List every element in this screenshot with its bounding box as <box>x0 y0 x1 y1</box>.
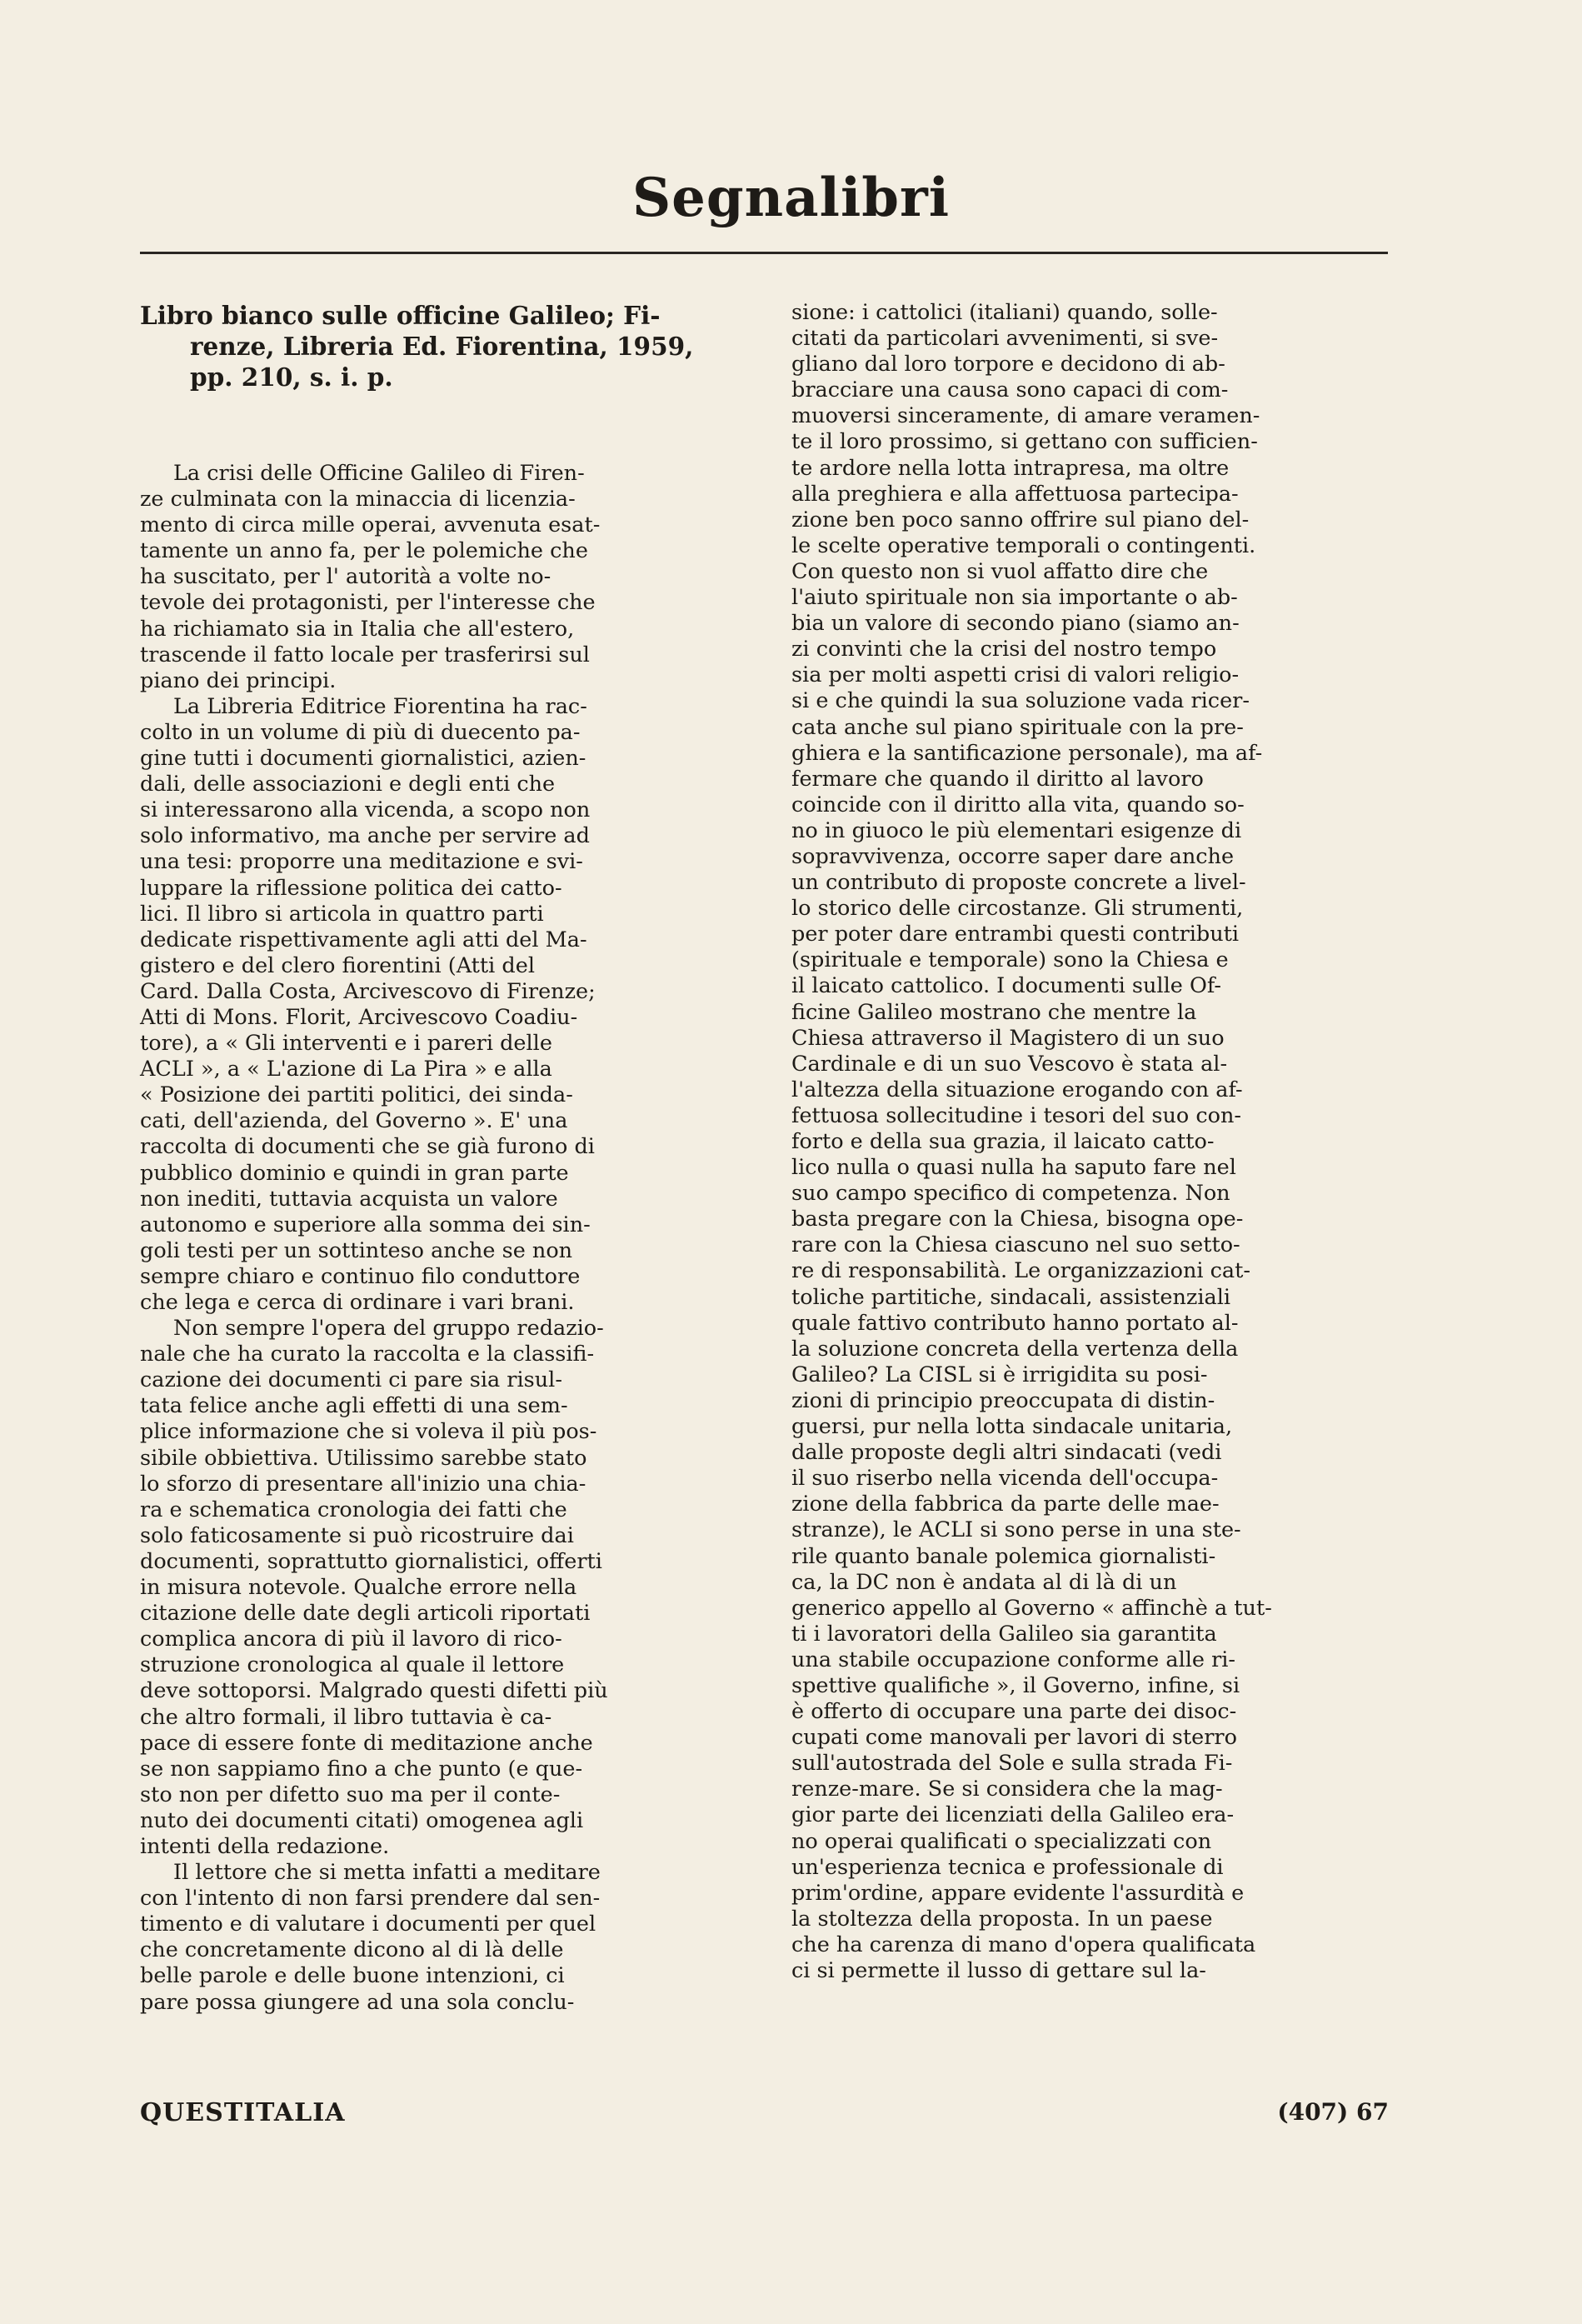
text-line: non inediti, tuttavia acquista un valore <box>140 1186 558 1212</box>
text-line: tore), a « Gli interventi e i pareri delle <box>140 1031 552 1057</box>
text-line: autonomo e superiore alla somma dei sin- <box>140 1212 591 1237</box>
text-line: sopravvivenza, occorre saper dare anche <box>791 843 1235 869</box>
book-reference-line: pp. 210, s. i. p. <box>190 362 393 392</box>
text-line: renze-mare. Se si considera che la mag- <box>791 1777 1223 1802</box>
text-line: ze culminata con la minaccia di licenzia- <box>140 487 576 512</box>
text-line: Con questo non si vuol affatto dire che <box>791 558 1209 584</box>
book-reference-line: renze, Libreria Ed. Fiorentina, 1959, <box>190 332 694 361</box>
text-line: re di responsabilità. Le organizzazioni cat- <box>791 1258 1251 1284</box>
text-line: cazione dei documenti ci pare sia risul- <box>140 1367 562 1393</box>
text-line: quale fattivo contributo hanno portato al- <box>791 1310 1239 1336</box>
text-line: zi convinti che la crisi del nostro tempo <box>791 637 1217 662</box>
text-line: tamente un anno fa, per le polemiche che <box>140 538 588 564</box>
text-line: ghiera e la santificazione personale), ma af- <box>791 740 1263 766</box>
text-line: trascende il fatto locale per trasferirsi sul <box>140 642 590 667</box>
text-line: l'aiuto spirituale non sia importante o ab- <box>791 585 1238 611</box>
text-line: alla preghiera e alla affettuosa partecipa- <box>791 481 1239 507</box>
text-line: zione della fabbrica da parte delle mae- <box>791 1492 1220 1517</box>
text-line: nuto dei documenti citati) omogenea agli <box>140 1807 584 1833</box>
text-line: piano dei principi. <box>140 667 337 693</box>
text-line: « Posizione dei partiti politici, dei sinda- <box>140 1082 573 1108</box>
text-line: mento di circa mille operai, avvenuta esat- <box>140 512 601 538</box>
text-line: ti i lavoratori della Galileo sia garantita <box>791 1621 1217 1647</box>
left-column <box>140 300 736 2016</box>
text-line: stranze), le ACLI si sono perse in una ste- <box>791 1517 1241 1543</box>
text-line: generico appello al Governo « affinchè a tut- <box>791 1595 1272 1621</box>
right-column <box>791 300 1387 1984</box>
text-line: solo faticosamente si può ricostruire dai <box>140 1522 574 1548</box>
text-line: che lega e cerca di ordinare i vari brani. <box>140 1290 575 1315</box>
text-line: prim'ordine, appare evidente l'assurdità e <box>791 1880 1245 1906</box>
text-line: pubblico dominio e quindi in gran parte <box>140 1160 569 1186</box>
text-line: ra e schematica cronologia dei fatti che <box>140 1497 567 1522</box>
text-line: una stabile occupazione conforme alle ri- <box>791 1647 1236 1672</box>
text-line: ci si permette il lusso di gettare sul la- <box>791 1958 1206 1983</box>
text-line: ca, la DC non è andata al di là di un <box>791 1569 1177 1595</box>
text-line: fettuosa sollecitudine i tesori del suo con- <box>791 1102 1242 1128</box>
text-line: La Libreria Editrice Fiorentina ha rac- <box>173 693 587 719</box>
text-line: con l'intento di non farsi prendere dal sen- <box>140 1886 601 1912</box>
text-line: si e che quindi la sua soluzione vada ricer- <box>791 688 1250 714</box>
text-line: lo sforzo di presentare all'inizio una chia- <box>140 1471 586 1497</box>
text-line: dalle proposte degli altri sindacati (vedi <box>791 1440 1222 1466</box>
text-line: raccolta di documenti che se già furono di <box>140 1134 595 1160</box>
text-line: complica ancora di più il lavoro di rico- <box>140 1627 562 1652</box>
text-line: pare possa giungere ad una sola conclu- <box>140 1989 575 2015</box>
book-reference-line: Libro bianco sulle officine Galileo; Fi- <box>140 301 661 330</box>
text-line: belle parole e delle buone intenzioni, ci <box>140 1963 565 1989</box>
text-line: forto e della sua grazia, il laicato catto- <box>791 1129 1215 1154</box>
text-line: sull'autostrada del Sole e sulla strada Fi- <box>791 1751 1233 1777</box>
text-line: si interessarono alla vicenda, a scopo non <box>140 797 591 823</box>
text-line: gistero e del clero fiorentini (Atti del <box>140 952 535 978</box>
text-line: la soluzione concreta della vertenza della <box>791 1336 1239 1362</box>
text-line: lici. Il libro si articola in quattro parti <box>140 901 544 927</box>
page-number: (407) 67 <box>1277 2098 1389 2126</box>
text-line: sempre chiaro e continuo filo conduttore <box>140 1263 581 1289</box>
text-line: Cardinale e di un suo Vescovo è stata al- <box>791 1051 1228 1077</box>
text-line: bia un valore di secondo piano (siamo an- <box>791 611 1240 637</box>
text-line: plice informazione che si voleva il più pos- <box>140 1419 597 1445</box>
text-line: Non sempre l'opera del gruppo redazio- <box>173 1316 604 1342</box>
text-line: Card. Dalla Costa, Arcivescovo di Firenze; <box>140 978 596 1004</box>
text-line: intenti della redazione. <box>140 1833 390 1859</box>
text-line: Il lettore che si metta infatti a meditare <box>173 1860 601 1886</box>
text-line: guersi, pur nella lotta sindacale unitaria, <box>791 1414 1233 1440</box>
text-line: un'esperienza tecnica e professionale di <box>791 1854 1224 1880</box>
text-line: sibile obbiettiva. Utilissimo sarebbe stato <box>140 1445 587 1471</box>
text-line: deve sottoporsi. Malgrado questi difetti più <box>140 1678 608 1704</box>
text-line: bracciare una causa sono capaci di com- <box>791 377 1229 403</box>
text-line: che concretamente dicono al di là delle <box>140 1937 564 1963</box>
text-line: ha suscitato, per l' autorità a volte no- <box>140 564 551 590</box>
text-line: suo campo specifico di competenza. Non <box>791 1181 1230 1207</box>
text-line: timento e di valutare i documenti per quel <box>140 1912 596 1937</box>
text-line: Galileo? La CISL si è irrigidita su posi- <box>791 1362 1208 1387</box>
text-line: se non sappiamo fino a che punto (e que- <box>140 1756 583 1782</box>
text-line: coincide con il diritto alla vita, quando so- <box>791 792 1245 817</box>
text-line: le scelte operative temporali o contingenti. <box>791 532 1256 558</box>
text-line: gliano dal loro torpore e decidono di ab- <box>791 352 1225 377</box>
text-line: cati, dell'azienda, del Governo ». E' una <box>140 1108 568 1134</box>
text-line: basta pregare con la Chiesa, bisogna ope- <box>791 1207 1244 1232</box>
text-line: l'altezza della situazione erogando con af- <box>791 1077 1243 1102</box>
text-line: che altro formali, il libro tuttavia è ca- <box>140 1704 552 1730</box>
text-line: te ardore nella lotta intrapresa, ma oltre <box>791 455 1230 481</box>
text-line: solo informativo, ma anche per servire ad <box>140 823 590 849</box>
text-line: La crisi delle Officine Galileo di Firen- <box>173 461 585 486</box>
text-line: rile quanto banale polemica giornalisti- <box>791 1543 1216 1569</box>
text-line: te il loro prossimo, si gettano con sufficien- <box>791 429 1258 455</box>
text-line: un contributo di proposte concrete a livel- <box>791 870 1246 896</box>
text-line: tevole dei protagonisti, per l'interesse che <box>140 590 596 616</box>
text-line: sione: i cattolici (italiani) quando, solle- <box>791 300 1218 325</box>
text-line: ha richiamato sia in Italia che all'estero, <box>140 616 575 642</box>
text-line: zione ben poco sanno offrire sul piano del- <box>791 507 1250 532</box>
text-line: Chiesa attraverso il Magistero di un suo <box>791 1025 1225 1051</box>
text-line: luppare la riflessione politica dei catto- <box>140 875 562 901</box>
text-line: ACLI », a « L'azione di La Pira » e alla <box>140 1057 552 1082</box>
journal-name: QUESTITALIA <box>140 2098 346 2127</box>
text-line: gior parte dei licenziati della Galileo era- <box>791 1802 1235 1828</box>
text-line: cata anche sul piano spirituale con la pre- <box>791 714 1244 740</box>
text-line: è offerto di occupare una parte dei disoc- <box>791 1699 1237 1725</box>
text-line: toliche partitiche, sindacali, assistenziali <box>791 1284 1231 1310</box>
text-line: dali, delle associazioni e degli enti che <box>140 772 556 797</box>
text-line: lo storico delle circostanze. Gli strumenti, <box>791 896 1244 922</box>
text-line: fermare che quando il diritto al lavoro <box>791 766 1204 792</box>
text-line: nale che ha curato la raccolta e la classifi- <box>140 1342 595 1367</box>
text-line: citati da particolari avvenimenti, si sve- <box>791 326 1219 352</box>
text-line: rare con la Chiesa ciascuno nel suo setto- <box>791 1232 1240 1258</box>
text-line: Atti di Mons. Florit, Arcivescovo Coadiu- <box>140 1004 578 1030</box>
text-line: cupati come manovali per lavori di sterro <box>791 1725 1237 1751</box>
text-line: muoversi sinceramente, di amare veramen- <box>791 403 1260 429</box>
text-line: lico nulla o quasi nulla ha saputo fare nel <box>791 1155 1236 1181</box>
text-line: citazione delle date degli articoli riportati <box>140 1601 591 1627</box>
text-line: no in giuoco le più elementari esigenze di <box>791 817 1242 843</box>
text-line: documenti, soprattutto giornalistici, offerti <box>140 1548 602 1574</box>
text-line: sto non per difetto suo ma per il conte- <box>140 1782 561 1807</box>
text-line: tata felice anche agli effetti di una sem- <box>140 1393 568 1419</box>
text-line: per poter dare entrambi questi contributi <box>791 922 1240 947</box>
text-line: struzione cronologica al quale il lettore <box>140 1652 565 1678</box>
text-line: sia per molti aspetti crisi di valori religio- <box>791 662 1240 688</box>
text-line: zioni di principio preoccupata di distin- <box>791 1387 1215 1413</box>
text-line: spettive qualifiche », il Governo, infine, si <box>791 1672 1240 1698</box>
text-line: la stoltezza della proposta. In un paese <box>791 1906 1213 1932</box>
section-title: Segnalibri <box>631 167 951 229</box>
text-line: in misura notevole. Qualche errore nella <box>140 1575 577 1601</box>
book-reference <box>140 300 736 392</box>
text-line: (spirituale e temporale) sono la Chiesa e <box>791 947 1229 973</box>
title-rule <box>140 252 1388 254</box>
left-column-text <box>140 461 736 2016</box>
text-line: una tesi: proporre una meditazione e svi- <box>140 849 583 875</box>
text-line: no operai qualificati o specializzati con <box>791 1828 1212 1854</box>
text-line: il suo riserbo nella vicenda dell'occupa- <box>791 1466 1219 1492</box>
text-line: gine tutti i documenti giornalistici, azien- <box>140 746 586 772</box>
text-line: goli testi per un sottinteso anche se non <box>140 1237 573 1263</box>
text-line: ficine Galileo mostrano che mentre la <box>791 999 1197 1025</box>
text-line: che ha carenza di mano d'opera qualificata <box>791 1932 1256 1957</box>
text-line: colto in un volume di più di duecento pa- <box>140 719 581 745</box>
text-line: pace di essere fonte di meditazione anche <box>140 1730 593 1756</box>
text-line: dedicate rispettivamente agli atti del Ma- <box>140 927 587 952</box>
right-column-text <box>791 300 1387 1984</box>
text-line: il laicato cattolico. I documenti sulle Of- <box>791 973 1221 999</box>
